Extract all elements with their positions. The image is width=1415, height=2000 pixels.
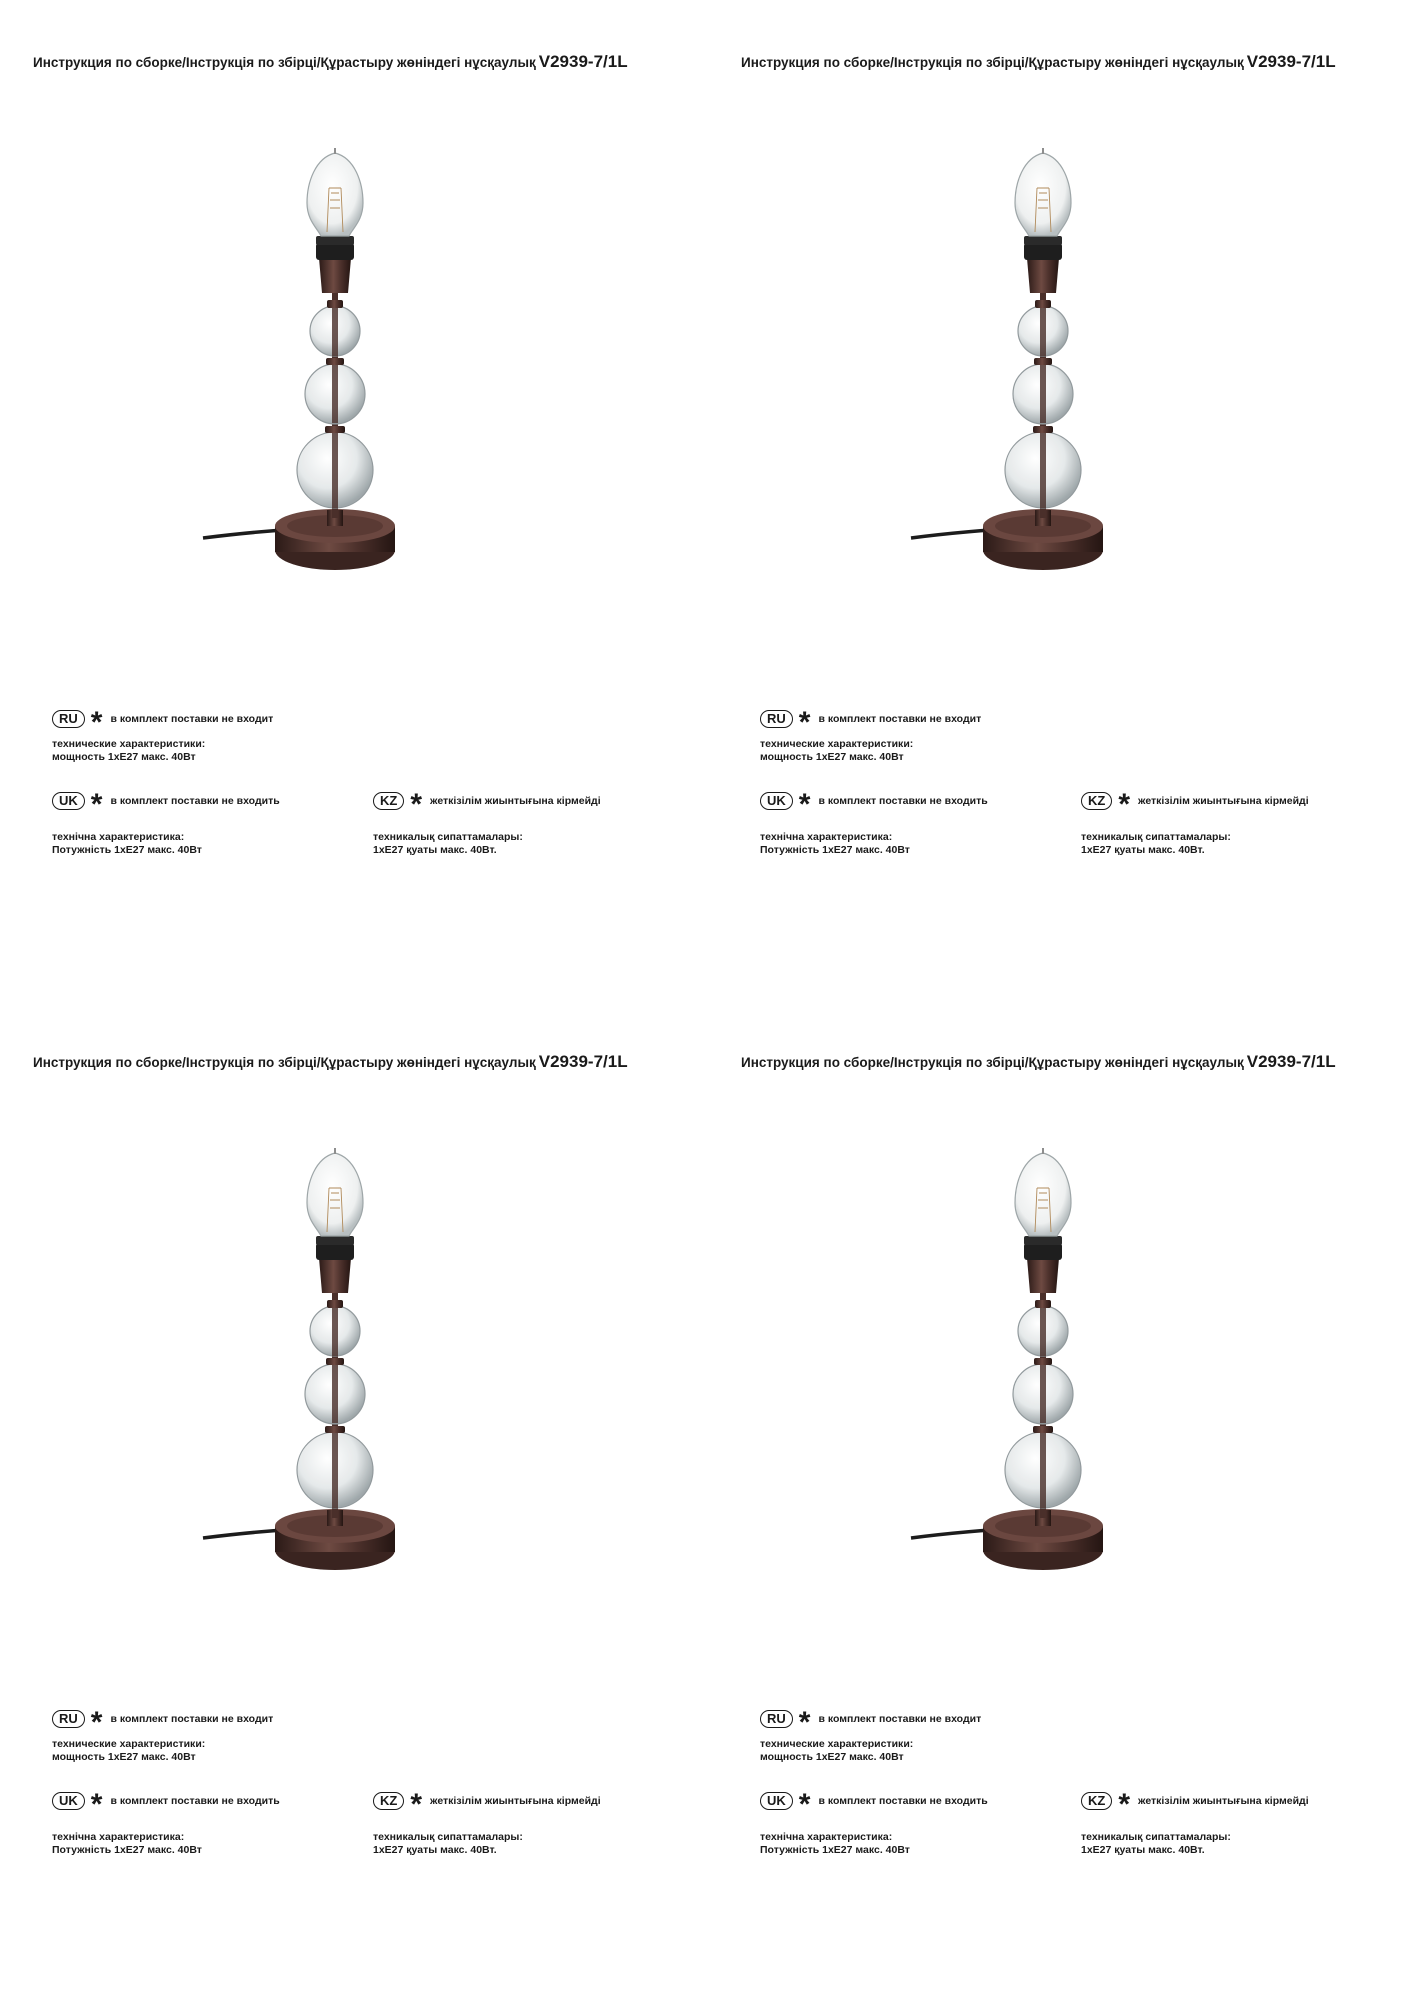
asterisk-icon: * xyxy=(798,706,811,739)
ru-specs xyxy=(52,738,205,764)
instruction-panel-bottom-right xyxy=(708,1000,1415,2000)
ru-badge: RU xyxy=(760,710,793,728)
kz-spec-value: 1хЕ27 қуаты макс. 40Вт. xyxy=(373,844,497,856)
uk-note: в комплект поставки не входить xyxy=(110,795,280,807)
asterisk-icon: * xyxy=(90,706,103,739)
ru-specs xyxy=(52,1738,205,1764)
uk-note-row xyxy=(52,1788,280,1821)
kz-specs xyxy=(373,831,523,857)
ru-note-row xyxy=(760,1706,982,1739)
table-lamp-image xyxy=(903,1148,1183,1593)
kz-spec-value: 1хЕ27 қуаты макс. 40Вт. xyxy=(1081,844,1205,856)
uk-spec-title: технічна характеристика: xyxy=(760,1831,893,1843)
asterisk-icon: * xyxy=(90,1788,103,1821)
asterisk-icon: * xyxy=(90,788,103,821)
ru-note: в комплект поставки не входит xyxy=(110,713,274,725)
document-title xyxy=(33,1052,628,1072)
ru-spec-value: мощность 1хЕ27 макс. 40Вт xyxy=(52,751,196,763)
asterisk-icon: * xyxy=(90,1706,103,1739)
uk-spec-value: Потужність 1хЕ27 макс. 40Вт xyxy=(52,844,202,856)
uk-badge: UK xyxy=(52,792,85,810)
document-title xyxy=(741,1052,1336,1072)
uk-note: в комплект поставки не входить xyxy=(818,795,988,807)
table-lamp-image xyxy=(903,148,1183,593)
uk-note: в комплект поставки не входить xyxy=(110,1795,280,1807)
asterisk-icon: * xyxy=(798,1788,811,1821)
uk-spec-value: Потужність 1хЕ27 макс. 40Вт xyxy=(52,1844,202,1856)
ru-note-row xyxy=(52,706,274,739)
uk-spec-value: Потужність 1хЕ27 макс. 40Вт xyxy=(760,844,910,856)
kz-specs xyxy=(373,1831,523,1857)
ru-note: в комплект поставки не входит xyxy=(818,713,982,725)
ru-spec-title: технические характеристики: xyxy=(52,1738,206,1750)
model-number: V2939-7/1L xyxy=(1246,1052,1336,1071)
ru-note: в комплект поставки не входит xyxy=(818,1713,982,1725)
ru-note-row xyxy=(52,1706,274,1739)
uk-spec-title: технічна характеристика: xyxy=(52,831,185,843)
kz-note: жеткізілім жиынтығына кірмейді xyxy=(430,1795,601,1807)
ru-spec-value: мощность 1хЕ27 макс. 40Вт xyxy=(760,1751,904,1763)
uk-spec-title: технічна характеристика: xyxy=(760,831,893,843)
asterisk-icon: * xyxy=(798,788,811,821)
document-title xyxy=(33,52,628,72)
uk-badge: UK xyxy=(760,792,793,810)
title-text: Инструкция по сборке/Інструкція по збірці/Құрастыру жөніндегі нұсқаулық xyxy=(741,55,1244,70)
title-text: Инструкция по сборке/Інструкція по збірці/Құрастыру жөніндегі нұсқаулық xyxy=(741,1055,1244,1070)
uk-badge: UK xyxy=(760,1792,793,1810)
title-text: Инструкция по сборке/Інструкція по збірці/Құрастыру жөніндегі нұсқаулық xyxy=(33,1055,536,1070)
ru-spec-title: технические характеристики: xyxy=(760,738,914,750)
uk-specs xyxy=(52,1831,202,1857)
uk-note-row xyxy=(52,788,280,821)
kz-note: жеткізілім жиынтығына кірмейді xyxy=(1138,795,1309,807)
instruction-panel-top-left xyxy=(0,0,707,1000)
kz-note-row xyxy=(373,788,601,821)
uk-note-row xyxy=(760,1788,988,1821)
uk-spec-value: Потужність 1хЕ27 макс. 40Вт xyxy=(760,1844,910,1856)
kz-note: жеткізілім жиынтығына кірмейді xyxy=(1138,1795,1309,1807)
kz-spec-value: 1хЕ27 қуаты макс. 40Вт. xyxy=(373,1844,497,1856)
ru-note: в комплект поставки не входит xyxy=(110,1713,274,1725)
title-text: Инструкция по сборке/Інструкція по збірці/Құрастыру жөніндегі нұсқаулық xyxy=(33,55,536,70)
kz-specs xyxy=(1081,831,1231,857)
asterisk-icon: * xyxy=(798,1706,811,1739)
instruction-panel-bottom-left xyxy=(0,1000,707,2000)
ru-spec-title: технические характеристики: xyxy=(760,1738,914,1750)
kz-note-row xyxy=(373,1788,601,1821)
kz-note-row xyxy=(1081,788,1309,821)
kz-badge: KZ xyxy=(373,1792,404,1810)
kz-note-row xyxy=(1081,1788,1309,1821)
instruction-panel-top-right xyxy=(708,0,1415,1000)
ru-spec-value: мощность 1хЕ27 макс. 40Вт xyxy=(52,1751,196,1763)
ru-specs xyxy=(760,1738,913,1764)
asterisk-icon: * xyxy=(1118,1788,1131,1821)
ru-spec-title: технические характеристики: xyxy=(52,738,206,750)
asterisk-icon: * xyxy=(410,788,423,821)
uk-specs xyxy=(760,1831,910,1857)
document-title xyxy=(741,52,1336,72)
asterisk-icon: * xyxy=(1118,788,1131,821)
kz-spec-title: техникалық сипаттамалары: xyxy=(1081,1831,1231,1843)
kz-spec-title: техникалық сипаттамалары: xyxy=(1081,831,1231,843)
ru-badge: RU xyxy=(52,1710,85,1728)
kz-specs xyxy=(1081,1831,1231,1857)
ru-badge: RU xyxy=(760,1710,793,1728)
table-lamp-image xyxy=(195,1148,475,1593)
kz-badge: KZ xyxy=(1081,1792,1112,1810)
uk-spec-title: технічна характеристика: xyxy=(52,1831,185,1843)
uk-specs xyxy=(760,831,910,857)
ru-specs xyxy=(760,738,913,764)
ru-note-row xyxy=(760,706,982,739)
model-number: V2939-7/1L xyxy=(1246,52,1336,71)
uk-specs xyxy=(52,831,202,857)
ru-spec-value: мощность 1хЕ27 макс. 40Вт xyxy=(760,751,904,763)
kz-badge: KZ xyxy=(1081,792,1112,810)
table-lamp-image xyxy=(195,148,475,593)
uk-note-row xyxy=(760,788,988,821)
kz-note: жеткізілім жиынтығына кірмейді xyxy=(430,795,601,807)
kz-spec-title: техникалық сипаттамалары: xyxy=(373,1831,523,1843)
ru-badge: RU xyxy=(52,710,85,728)
model-number: V2939-7/1L xyxy=(538,1052,628,1071)
model-number: V2939-7/1L xyxy=(538,52,628,71)
kz-badge: KZ xyxy=(373,792,404,810)
kz-spec-value: 1хЕ27 қуаты макс. 40Вт. xyxy=(1081,1844,1205,1856)
asterisk-icon: * xyxy=(410,1788,423,1821)
kz-spec-title: техникалық сипаттамалары: xyxy=(373,831,523,843)
uk-badge: UK xyxy=(52,1792,85,1810)
uk-note: в комплект поставки не входить xyxy=(818,1795,988,1807)
